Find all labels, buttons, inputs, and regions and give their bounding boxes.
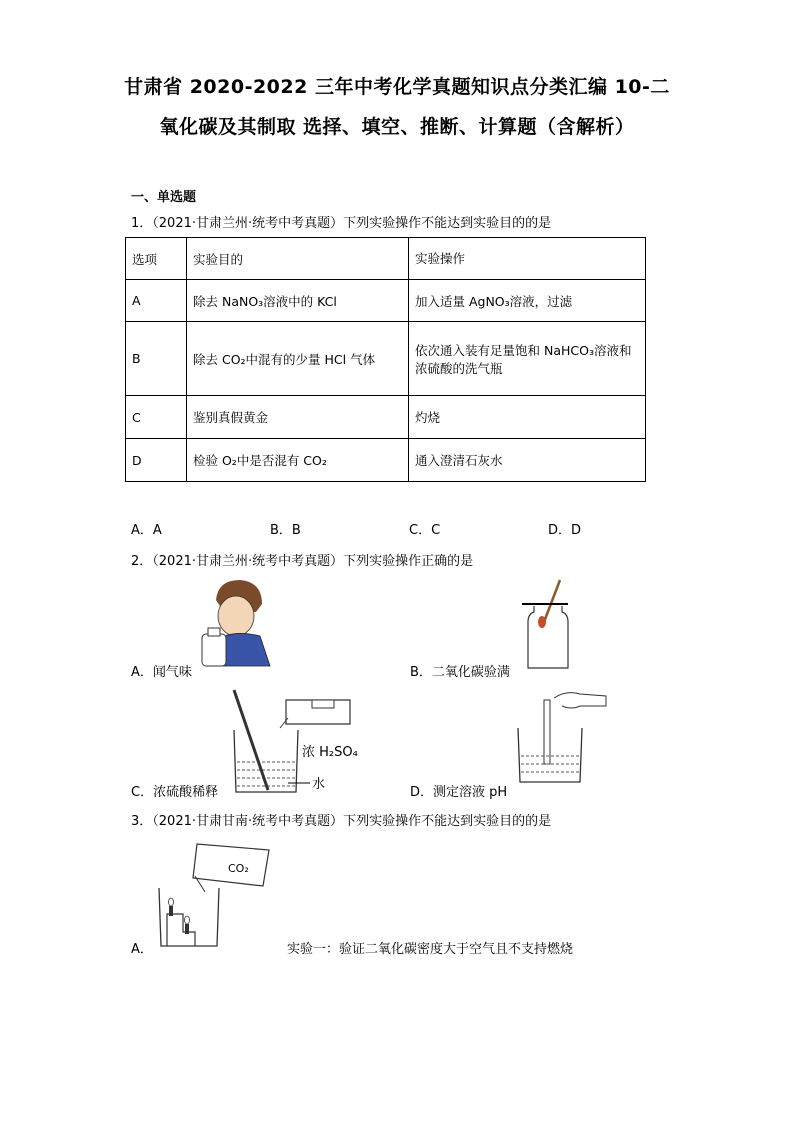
co2-candle-figure [155, 842, 285, 952]
question-3-stem: 3．（2021·甘肃甘南·统考中考真题）下列实验操作不能达到实验目的的是 [131, 814, 552, 829]
gas-bottle-shape [528, 606, 568, 668]
table-cell: C [126, 396, 187, 439]
acid-label: 浓 H₂SO₄ [302, 745, 358, 760]
question-1-stem: 1．（2021·甘肃兰州·统考中考真题）下列实验操作不能达到实验目的的是 [131, 216, 552, 231]
flame-shape [538, 616, 546, 628]
bottle-neck-shape [208, 628, 220, 636]
choice-d: D．D [548, 523, 582, 538]
splint-shape [544, 580, 560, 622]
water-label: 水 [312, 777, 326, 792]
table-cell: 灼烧 [409, 396, 646, 439]
co2-check-figure [518, 578, 578, 670]
ph-test-figure [514, 688, 614, 784]
option-d-label: D．测定溶液 pH [410, 785, 508, 800]
table-cell: 依次通入装有足量饱和 NaHCO₃溶液和浓硫酸的洗气瓶 [409, 322, 646, 396]
table-cell: A [126, 280, 187, 322]
table-cell: D [126, 439, 187, 482]
document-title-line-1: 甘肃省 2020-2022 三年中考化学真题知识点分类汇编 10-二 [124, 76, 670, 98]
option-a-label: A．闻气味 [131, 665, 192, 680]
choice-b: B．B [270, 523, 301, 538]
glass-rod-shape [234, 690, 268, 790]
question-1-table [125, 237, 646, 482]
co2-label: CO₂ [228, 862, 249, 875]
table-header-row [126, 238, 646, 280]
option-b-label: B．二氧化碳验满 [410, 665, 510, 680]
flame-low-shape [185, 916, 190, 924]
experiment-description: 实验一：验证二氧化碳密度大于空气且不支持燃烧 [287, 942, 574, 957]
choice-a: A．A [131, 523, 162, 538]
option-c-label: C．浓硫酸稀释 [131, 785, 219, 800]
bottle-label-shape [312, 700, 334, 708]
table-header-cell: 实验目的 [187, 238, 409, 280]
table-cell: 通入澄清石灰水 [409, 439, 646, 482]
table-cell: 检验 O₂中是否混有 CO₂ [187, 439, 409, 482]
table-cell: 加入适量 AgNO₃溶液，过滤 [409, 280, 646, 322]
section-heading: 一、单选题 [131, 190, 197, 205]
bottle-shape [202, 634, 226, 666]
question-2-stem: 2．（2021·甘肃兰州·统考中考真题）下列实验操作正确的是 [131, 554, 474, 569]
choice-c: C．C [409, 523, 441, 538]
table-row [126, 280, 646, 322]
candle-low-shape [185, 924, 189, 934]
table-cell: 除去 NaNO₃溶液中的 KCl [187, 280, 409, 322]
table-row [126, 396, 646, 439]
table-row [126, 322, 646, 396]
table-cell: B [126, 322, 187, 396]
smelling-person-figure [196, 578, 278, 668]
face-shape [218, 596, 254, 636]
table-header-cell: 选项 [126, 238, 187, 280]
step-stand-shape [167, 914, 195, 946]
flame-high-shape [169, 898, 174, 906]
hand-shape [554, 693, 606, 708]
table-cell: 鉴别真假黄金 [187, 396, 409, 439]
document-title-line-2: 氧化碳及其制取 选择、填空、推断、计算题（含解析） [159, 116, 635, 138]
table-cell: 除去 CO₂中混有的少量 HCl 气体 [187, 322, 409, 396]
ph-strip-shape [544, 700, 550, 764]
candle-high-shape [169, 906, 173, 916]
table-row [126, 439, 646, 482]
table-header-cell: 实验操作 [409, 238, 646, 280]
option-a-label: A． [131, 942, 153, 957]
